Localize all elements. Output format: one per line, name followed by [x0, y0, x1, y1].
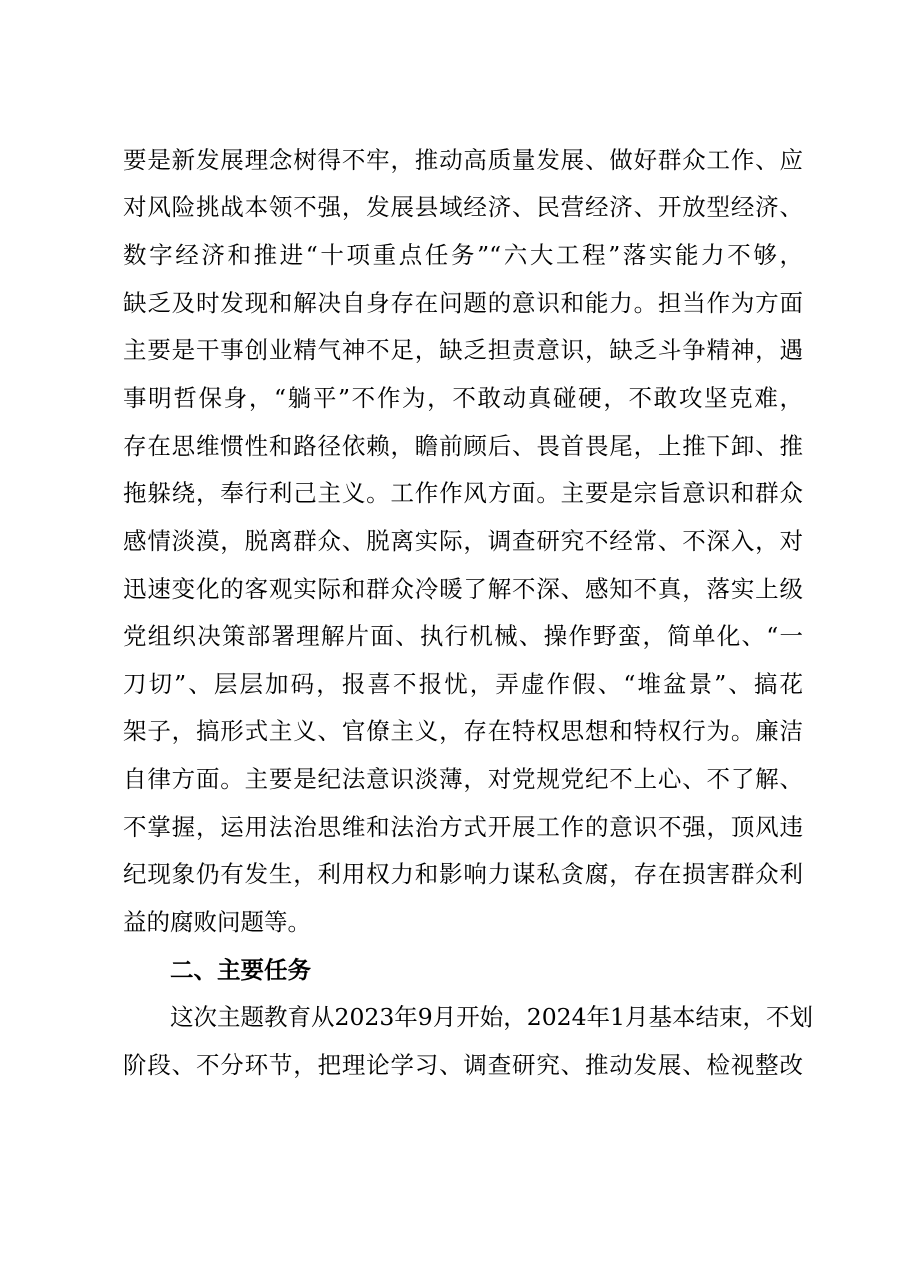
paragraph-1-line-13: 架子，搞形式主义、官僚主义，存在特权思想和特权行为。廉洁 [123, 717, 803, 745]
paragraph-1-line-11: 党组织决策部署理解片面、执行机械、操作野蛮，简单化、“一 [123, 622, 803, 650]
paragraph-1-line-17: 益的腐败问题等。 [123, 908, 311, 936]
paragraph-1-line-12: 刀切”、层层加码，报喜不报忧，弄虚作假、“堆盆景”、搞花 [123, 670, 803, 698]
paragraph-1-line-3: 数字经济和推进“十项重点任务”“六大工程”落实能力不够， [123, 241, 803, 269]
paragraph-1-line-14: 自律方面。主要是纪法意识淡薄，对党规党纪不上心、不了解、 [123, 765, 803, 793]
section-heading: 二、主要任务 [170, 956, 311, 984]
paragraph-1-line-2: 对风险挑战本领不强，发展县域经济、民营经济、开放型经济、 [123, 193, 803, 221]
paragraph-1-line-9: 感情淡漠，脱离群众、脱离实际，调查研究不经常、不深入，对 [123, 527, 803, 555]
paragraph-2-line-1: 这次主题教育从2023年9月开始，2024年1月基本结束，不划 [170, 1003, 814, 1031]
paragraph-1-line-16: 纪现象仍有发生，利用权力和影响力谋私贪腐，存在损害群众利 [123, 860, 803, 888]
paragraph-2-line-2: 阶段、不分环节，把理论学习、调查研究、推动发展、检视整改 [123, 1051, 803, 1079]
paragraph-1-line-10: 迅速变化的客观实际和群众冷暖了解不深、感知不真，落实上级 [123, 575, 803, 603]
paragraph-1-line-7: 存在思维惯性和路径依赖，瞻前顾后、畏首畏尾，上推下卸、推 [123, 432, 803, 460]
paragraph-1-line-1: 要是新发展理念树得不牢，推动高质量发展、做好群众工作、应 [123, 146, 803, 174]
paragraph-1-line-4: 缺乏及时发现和解决自身存在问题的意识和能力。担当作为方面 [123, 289, 803, 317]
paragraph-1-line-8: 拖躲绕，奉行利己主义。工作作风方面。主要是宗旨意识和群众 [123, 479, 803, 507]
paragraph-1-line-5: 主要是干事创业精气神不足，缺乏担责意识，缺乏斗争精神，遇 [123, 336, 803, 364]
paragraph-1-line-6: 事明哲保身，“躺平”不作为，不敢动真碰硬，不敢攻坚克难， [123, 384, 803, 412]
paragraph-1-line-15: 不掌握，运用法治思维和法治方式开展工作的意识不强，顶风违 [123, 813, 803, 841]
